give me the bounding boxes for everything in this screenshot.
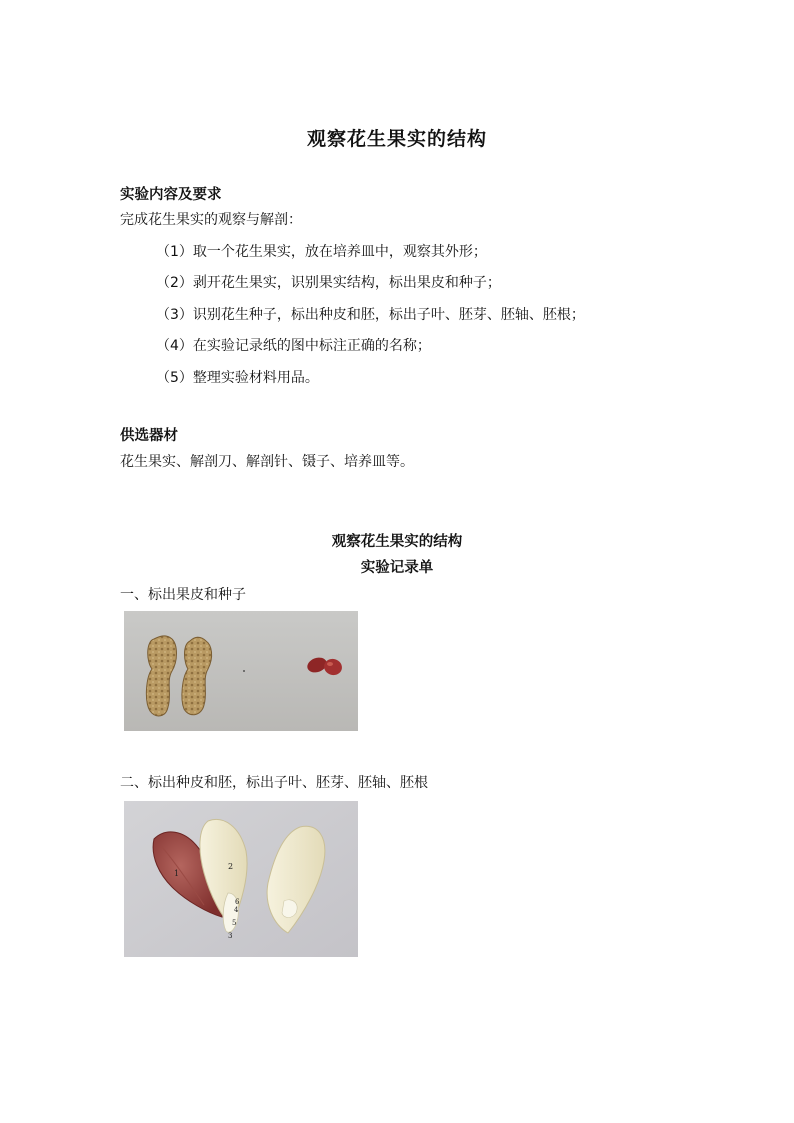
label-3: 3 <box>228 932 233 940</box>
materials-text: 花生果实、解剖刀、解剖针、镊子、培养皿等。 <box>120 454 414 470</box>
label-6: 6 <box>235 898 240 906</box>
section-1-heading: 一、标出果皮和种子 <box>120 587 246 603</box>
label-5: 5 <box>232 919 237 927</box>
record-subtitle: 实验记录单 <box>360 560 434 576</box>
step-5: （5）整理实验材料用品。 <box>156 370 319 386</box>
step-2: （2）剥开花生果实，识别果实结构，标出果皮和种子； <box>156 275 501 291</box>
requirements-intro: 完成花生果实的观察与解剖： <box>120 212 302 228</box>
record-title: 观察花生果实的结构 <box>331 534 463 550</box>
step-4: （4）在实验记录纸的图中标注正确的名称； <box>156 338 431 354</box>
page-title: 观察花生果实的结构 <box>306 128 487 150</box>
requirements-heading: 实验内容及要求 <box>120 187 222 203</box>
label-2: 2 <box>228 862 234 871</box>
materials-heading: 供选器材 <box>120 428 178 444</box>
section-2-heading: 二、标出种皮和胚，标出子叶、胚芽、胚轴、胚根 <box>120 775 428 791</box>
step-1: （1）取一个花生果实，放在培养皿中，观察其外形； <box>156 244 487 260</box>
label-1: 1 <box>174 869 180 878</box>
peanut-pods-photo <box>124 611 358 731</box>
label-4: 4 <box>234 906 239 914</box>
step-3: （3）识别花生种子，标出种皮和胚，标出子叶、胚芽、胚轴、胚根； <box>156 307 585 323</box>
peanut-seed-photo <box>124 801 358 957</box>
